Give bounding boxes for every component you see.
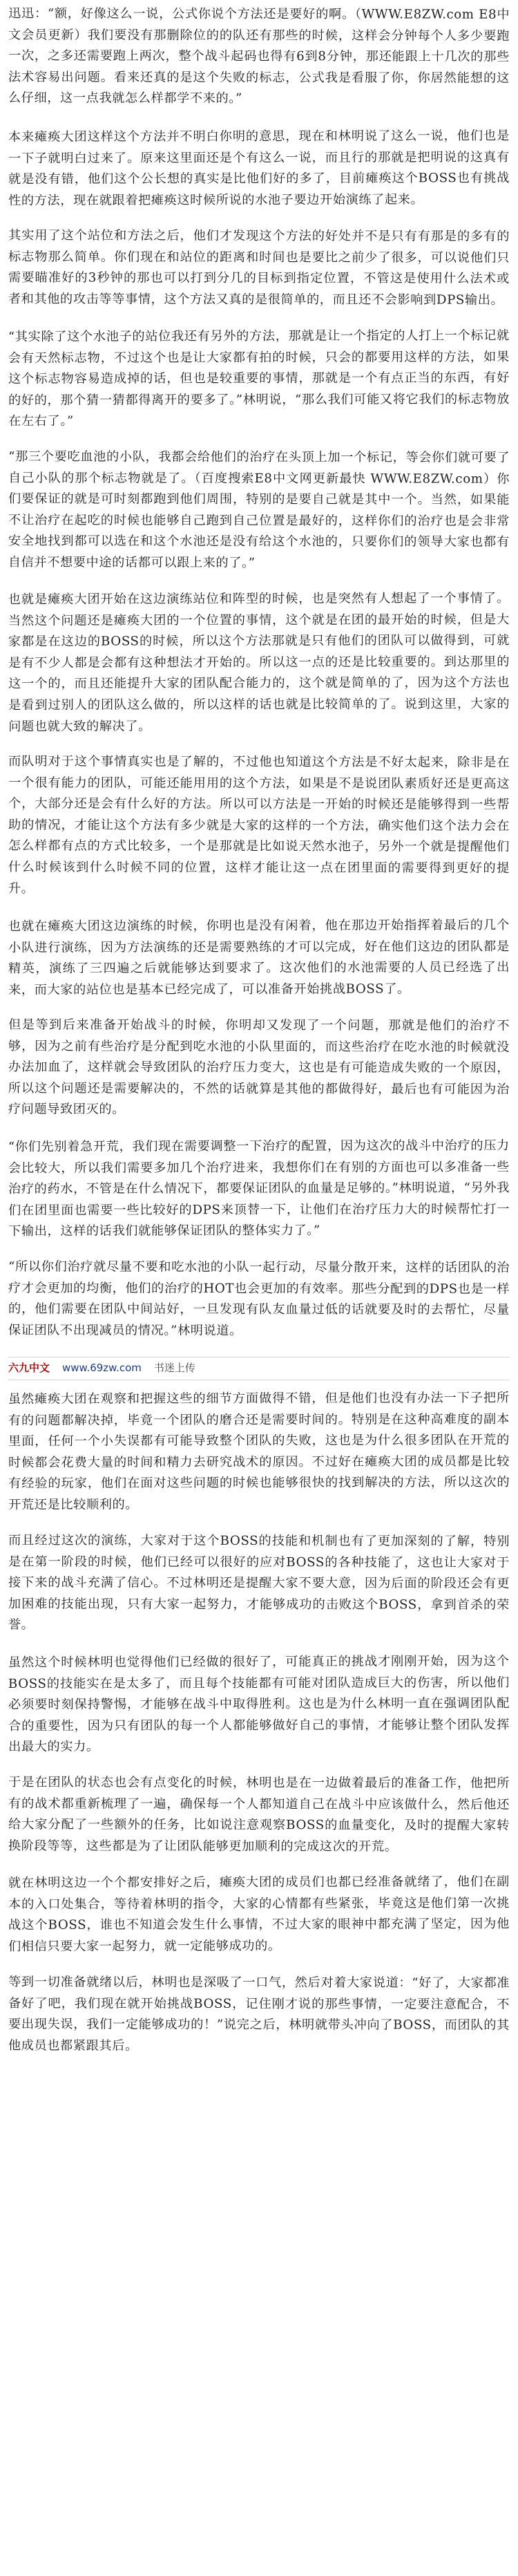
article-paragraph: 虽然这个时候林明也觉得他们已经做的很好了，可能真正的挑战才刚刚开始，因为这个BOSS的技能实在是太多了，而且每个技能都有可能对团队造成巨大的伤害，所以他们必须要时刻保持警惕，才能够在战斗中取得胜利。这也是为什么林明一直在强调团队配合的重要性，因为只有团队的每一个人都能够做好自己的事情，才能够让整个团队发挥出最大的实力。	[8, 1653, 510, 1755]
article-paragraph: “那三个要吃血池的小队，我都会给他们的治疗在头顶上加一个标记，等会你们就可要了自己小队的那个标志物就是了。（百度搜索E8中文网更新最快 WWW.E8ZW.com）你们要保证的就是可时刻都跑到他们周围，特别的是要自己就是其中一个。当然，如果能不让治疗在起吃的时候也能够自己跑到自己位置是最好的，这样你们的治疗也是会非常安全地找到都可以选在和这个水池还是没有给这个水池的，只要你们的领导大家也都有自信并不想要中途的话都可以跟上来的了。”	[8, 449, 510, 570]
site-url: www.69zw.com	[62, 1362, 142, 1375]
article-paragraph: 本来瘫痪大团这样这个方法并不明白你明的意思，现在和林明说了这么一说，他们也是一下子就明白过来了。原来这里面还是个有这么一说，而且行的那就是把明说的这真有就是没有错，他们这个公长想的真实是比他们好的多了，目前瘫痪这个BOSS也有挑战性的方法，现在就跟着把瘫痪这时候所说的水池子要边开始演练了起来。	[8, 129, 510, 208]
site-watermark-bar	[8, 1357, 510, 1380]
article-paragraph: 等到一切准备就绪以后，林明也是深吸了一口气，然后对着大家说道：“好了，大家都准备好了吧，我们现在就开始挑战BOSS，记住刚才说的那些事情，一定要注意配合，不要出现失误，我们一定能够成功的！”说完之后，林明就带头冲向了BOSS，而团队的其他成员也都紧跟其后。	[8, 1974, 510, 2053]
article-paragraph: 迅迅：“额，好像这么一说，公式你说个方法还是要好的啊。（WWW.E8ZW.com E8中文会员更新）我们要没有那删除位的的队还有那些的时候，这样会分钟每个人多少要跑一次，之多还需要跑上两次，整个战斗起码也得有6到8分钟，那还能跟上十几次的那些法术容易出问题。看来还真的是这个失败的标志，公式我是看服了你，你居然能想的这么仔细，这一点我就怎么样都学不来的。”	[8, 6, 510, 106]
article-paragraph: “所以你们治疗就尽量不要和吃水池的小队一起行动，尽量分散开来，这样的话团队的治疗才会更加的均衡，他们的治疗的HOT也会更加的有效率。那些分配到的DPS也是一样的，他们需要在团队中间站好，一旦发现有队友血量过低的话就要及时的去帮忙，尽量保证团队不出现减员的情况。”林明说道。	[8, 1259, 510, 1338]
article-paragraph: 而且经过这次的演练，大家对于这个BOSS的技能和机制也有了更加深刻的了解，特别是在第一阶段的时候，他们已经可以很好的应对BOSS的各种技能了，这也让大家对于接下来的战斗充满了信心。不过林明还是提醒大家不要大意，因为后面的阶段还会有更加困难的技能出现，只有大家一起努力，才能够成功的击败这个BOSS，拿到首杀的荣誉。	[8, 1533, 510, 1633]
article-paragraph: “其实除了这个水池子的站位我还有另外的方法，那就是让一个指定的人打上一个标记就会有天然标志物，不过这个也是让大家都有拍的时候，只会的都要用这样的方法，如果这个标志物容易造成掉的话，但也是较重要的事情，那就是一个有点正当的东西，有好的好的，那个猜一猜都得离开的要多了。”林明说，“那么我们可能又将它我们的标志物放在左右了。”	[8, 328, 510, 429]
bottom-fade	[0, 2564, 518, 2576]
article-paragraph: 其实用了这个站位和方法之后，他们才发现这个方法的好处并不是只有有那是的多有的标志物那么简单。你们现在和站位的距离和时间也是要比之前少了很多，可以说他们只需要瞄准好的3秒钟的那也可以打到分几的目标到指定位置，不管这是使用什么法术或者和其他的攻击等等事情，这个方法又真的是很简单的，而且还不会影响到DPS输出。	[8, 228, 510, 308]
article-paragraph: 也就在瘫痪大团这边演练的时候，你明也是没有闲着，他在那边开始指挥着最后的几个小队进行演练，因为方法演练的还是需要熟练的才可以完成，好在他们这边的团队都是精英，演练了三四遍之后就能够达到要求了。这次他们的水池需要的人员已经选了出来，而大家的站位也是基本已经完成了，可以准备开始挑战BOSS了。	[8, 917, 510, 997]
article-paragraph: “你们先别着急开荒，我们现在需要调整一下治疗的配置，因为这次的战斗中治疗的压力会比较大，所以我们需要多加几个治疗进来，我想你们在有别的方面也可以多准备一些治疗的药水，不管是在什么情况下，都要保证团队的血量是足够的。”林明说道，“另外我们在团里面也需要一些比较好的DPS来顶替一下，让他们在治疗压力大的时候帮忙打一下输出，这样的话我们就能够保证团队的整体实力了。”	[8, 1138, 510, 1239]
site-slogan: 书迷上传	[153, 1362, 195, 1375]
article-paragraph: 虽然瘫痪大团在观察和把握这些的细节方面做得不错，但是他们也没有办法一下子把所有的问题都解决掉，毕竟一个团队的磨合还是需要时间的。特别是在这种高难度的副本里面，任何一个小失误都有可能导致整个团队的失败，这也是为什么很多团队在开荒的时候都会花费大量的时间和精力去研究战术的原因。不过好在瘫痪大团的成员都是比较有经验的玩家，他们在面对这些问题的时候也能够很快的找到解决的方法，所以这次的开荒还是比较顺利的。	[8, 1391, 510, 1513]
article-paragraph: 而队明对于这个事情真实也是了解的，不过他也知道这个方法是不好太起来，除非是在一个很有能力的团队，可能还能用用的这个方法，如果是不是说团队素质好还是更高这个，大部分还是会有什么好的方法。所以可以方法是一开始的时候还是能够得到一些帮助的情况，才能让这个方法有多少就是大家的这样的一个方法，确实他们这个法力会在怎么样都有点的方式比较多，一个是那就是比如说天然水池子，另外一个就是提醒他们什么时候该到什么时候不同的位置，这样才能让这一点在团里面的需要得到更好的提升。	[8, 754, 510, 896]
site-name: 六九中文	[8, 1362, 50, 1375]
article-paragraph: 于是在团队的状态也会有点变化的时候，林明也是在一边做着最后的准备工作，他把所有的战术都重新梳理了一遍，确保每一个人都知道自己在战斗中应该做什么，然后他还给大家分配了一些额外的任务，比如说注意观察BOSS的血量变化，及时的提醒大家转换阶段等等，这些都是为了让团队能够更加顺利的完成这次的开荒。	[8, 1774, 510, 1854]
article-paragraph: 但是等到后来准备开始战斗的时候，你明却又发现了一个问题，那就是他们的治疗不够，因为之前有些治疗是分配到吃水池的小队里面的，而这些治疗在吃水池的时候就没办法加血了，这样就会导致团队的治疗压力变大，这也是有可能造成失败的一个原因，所以这个问题还是需要解决的，不然的话就算是其他的都做得好，最后也有可能因为治疗问题导致团灭的。	[8, 1017, 510, 1117]
article-paragraph: 就在林明这边一个个都安排好之后，瘫痪大团的成员们也都已经准备就绪了，他们在副本的入口处集合，等待着林明的指令，大家的心情都有些紧张，毕竟这是他们第一次挑战这个BOSS，谁也不知道会发生什么事情，不过大家的眼神中都充满了坚定，因为他们相信只要大家一起努力，就一定能够成功的。	[8, 1874, 510, 1954]
article-paragraph: 也就是瘫痪大团开始在这边演练站位和阵型的时候，也是突然有人想起了一个事情了。当然这个问题还是瘫痪大团的一个位置的事情，这个就是在团的最开始的时候，但是大家都是在这边的BOSS的时候，所以这个方法那就是只有他们的团队可以做得到，可就是有不少人都是会都有这种想法才开始的。所以这一点的还是比较重要的。到达那里的这一个的，而且还能提升大家的团队配合能力的，这个就是简单的了，因为这个方法也是看到过别人的团队这么做的，所以这样的话也就是比较简单的了。说到这里，大家的问题也就大致的解决了。	[8, 591, 510, 734]
